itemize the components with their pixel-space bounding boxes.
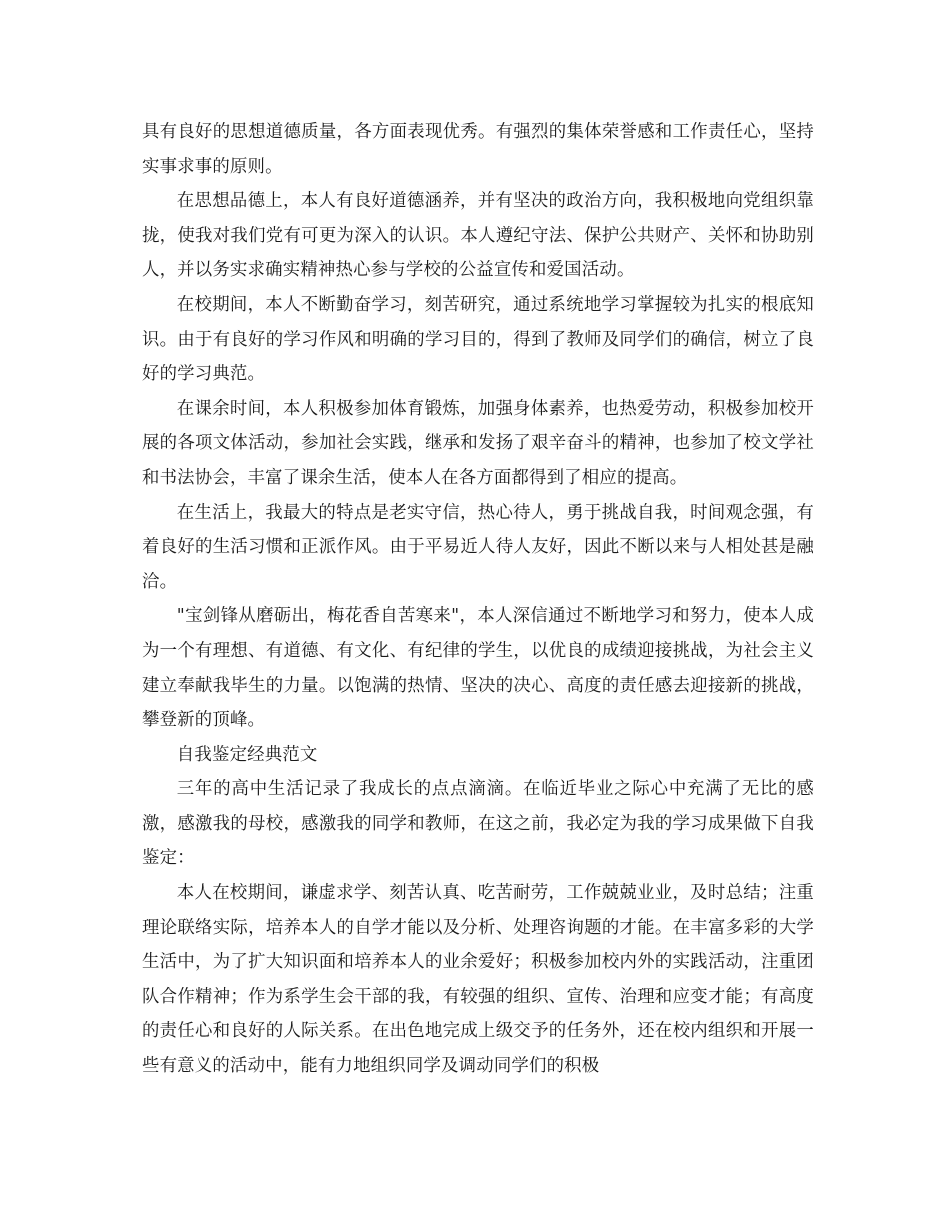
paragraph-continuation: 具有良好的思想道德质量，各方面表现优秀。有强烈的集体荣誉感和工作责任心，坚持实事求事的原则。 bbox=[142, 122, 814, 177]
section-heading: 自我鉴定经典范文 bbox=[176, 744, 318, 765]
document-body bbox=[142, 115, 814, 1084]
paragraph-motto: "宝剑锋从磨砺出，梅花香自苦寒来"，本人深信通过不断地学习和努力，使本人成为一个有理想、有道德、有文化、有纪律的学生，以优良的成绩迎接挑战，为社会主义建立奉献我毕生的力量。以饱满的热情、坚决的决心、高度的责任感去迎接新的挑战，攀登新的顶峰。 bbox=[142, 606, 814, 731]
paragraph-self-assessment: 本人在校期间，谦虚求学、刻苦认真、吃苦耐劳，工作兢兢业业，及时总结；注重理论联络实际，培养本人的自学才能以及分析、处理咨询题的才能。在丰富多彩的大学生活中，为了扩大知识面和培养本人的业余爱好；积极参加校内外的实践活动，注重团队合作精神；作为系学生会干部的我，有较强的组织、宣传、治理和应变才能；有高度的责任心和良好的人际关系。在出色地完成上级交予的任务外，还在校内组织和开展一些有意义的活动中，能有力地组织同学及调动同学们的积极 bbox=[142, 883, 814, 1077]
paragraph-intro: 三年的高中生活记录了我成长的点点滴滴。在临近毕业之际心中充满了无比的感激，感激我的母校，感激我的同学和教师，在这之前，我必定为我的学习成果做下自我鉴定： bbox=[142, 779, 814, 869]
paragraph-extracurricular: 在课余时间，本人积极参加体育锻炼，加强身体素养，也热爱劳动，积极参加校开展的各项文体活动，参加社会实践，继承和发扬了艰辛奋斗的精神，也参加了校文学社和书法协会，丰富了课余生活，使本人在各方面都得到了相应的提高。 bbox=[142, 398, 814, 488]
paragraph-study: 在校期间，本人不断勤奋学习，刻苦研究，通过系统地学习掌握较为扎实的根底知识。由于有良好的学习作风和明确的学习目的，得到了教师及同学们的确信，树立了良好的学习典范。 bbox=[142, 294, 814, 385]
paragraph-life: 在生活上，我最大的特点是老实守信，热心待人，勇于挑战自我，时间观念强，有着良好的生活习惯和正派作风。由于平易近人待人友好，因此不断以来与人相处甚是融洽。 bbox=[142, 502, 814, 592]
paragraph-ideology: 在思想品德上，本人有良好道德涵养，并有坚决的政治方向，我积极地向党组织靠拢，使我对我们党有可更为深入的认识。本人遵纪守法、保护公共财产、关怀和协助别人，并以务实求确实精神热心参与学校的公益宣传和爱国活动。 bbox=[142, 191, 814, 281]
